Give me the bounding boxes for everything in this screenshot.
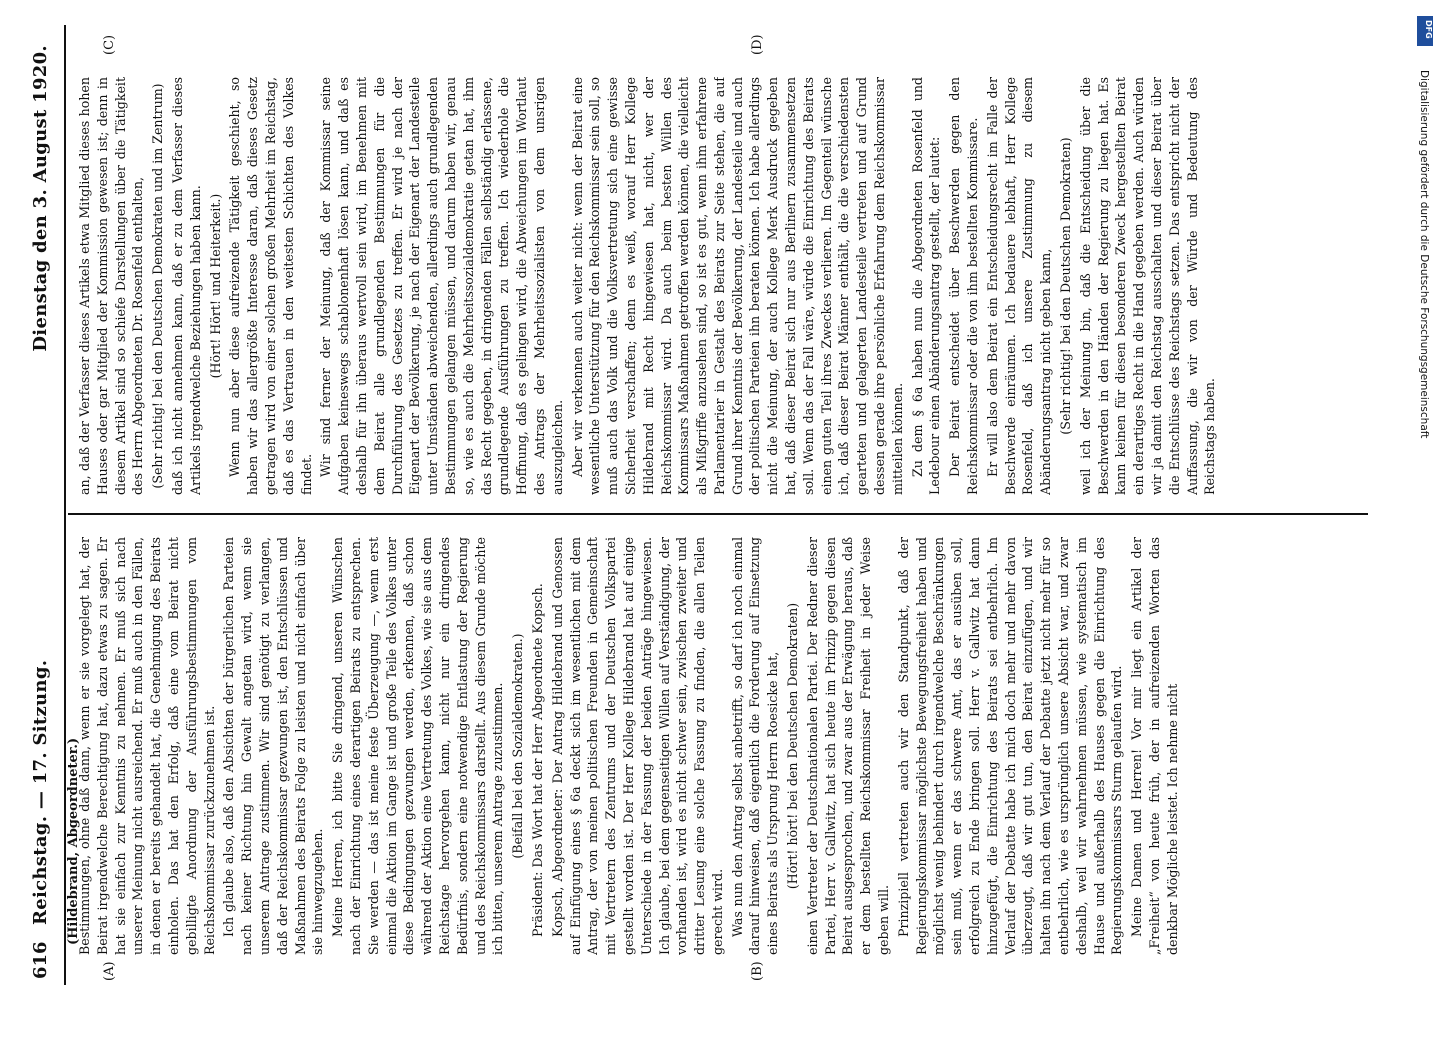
paragraph: Er will also dem Beirat ein Entscheidungsrecht im Falle der Beschwerde einräumen. Ich bedauere lebhaft, Herr Kollege Rosenfeld, daß ich unsere Zustimmung zu diesem Abänderungsantrag nicht geben kann, [984, 77, 1054, 495]
header-right-title: Dienstag den 3. August 1920. [30, 45, 51, 352]
paragraph: Bestimmungen, ohne daß dann, wenn er sie vorgelegt hat, der Beirat irgendwelche Berechtigung hat, dazu etwas zu sagen. Er hat sie einfach zur Kenntnis zu nehmen. Er muß sich nach unserer Meinung nicht ausreichend. Er muß auch in den Fällen, in denen er bereits gehandelt hat, die Genehmigung des Beirats einholen. Das hat den Erfolg, daß eine vom Beirat nicht gebilligte Anordnung der Ausführungsbestimmungen vom Reichskommissar zurückzunehmen ist. [77, 537, 217, 955]
interjection: (Hört! hört! bei den Deutschen Demokraten) [785, 602, 801, 890]
paragraph: an, daß der Verfasser dieses Artikels etwa Mitglied dieses hohen Hauses oder gar Mitglied der Kommission gewesen ist; denn in diesem Artikel sind so schiefe Darstellungen über die Tätigkeit des Herrn Abgeordneten Dr. Rosenfeld enthalten, [77, 77, 146, 495]
margin-marker-c: (C) [102, 34, 117, 55]
paragraph: einen Vertreter der Deutschnationalen Partei. Der Redner dieser Partei, Herr v. Gallwitz, hat sich heute im Prinzip gegen diesen Beirat ausgesprochen, und zwar aus der Erwägung heraus, daß er dem bestellten Reichskommissar Freiheit in jeder Weise geben will. [804, 537, 892, 955]
paragraph: daß ich nicht annehmen kann, daß er zu dem Verfasser dieses Artikels irgendwelche Beziehungen haben kann. [169, 77, 203, 495]
speaker-tag: (Hildebrand, Abgeordneter.) [66, 737, 81, 945]
paragraph: weil ich der Meinung bin, daß die Entscheidung über die Beschwerden in den Händen der Regierung zu liegen hat. Es kann keinen für diesen besonderen Zweck hergestellten Beirat ein derartiges Recht in die Hand gegeben werden. Auch würden wir ja damit den Reichstag ausschalten und dieser Beirat über die Entschlüsse des Reichstags setzen. Das entspricht nicht der Auffassung, die wir von der Würde und Bedeutung des Reichstags haben. [1077, 77, 1218, 495]
left-column [76, 537, 1416, 955]
paragraph: Wir sind ferner der Meinung, daß der Kommissar seine Aufgaben keineswegs schablonenhaft lösen kann, und daß es deshalb für ihn überaus wertvoll sein wird, im Benehmen mit dem Beirat alle grundlegenden Bestimmungen für die Durchführung des Gesetzes zu treffen. Er wird je nach der Eigenart der Bevölkerung, je nach der Eigenart der Landesteile unter Umständen abweichenden, allerdings auch grundlegenden Bestimmungen gelangen müssen, und darum haben wir, genau so, wie es auch die Mehrheitssozialdemokratie getan hat, ihm das Recht gegeben, in dringenden Fällen selbständig erlassene, grundlegende Ausführungen zu treffen. Ich wiederhole die Hoffnung, daß es gelingen wird, die Abweichungen im Wortlaut des Antrags der Mehrheitssozialisten von dem unsrigen auszugleichen. [318, 77, 565, 495]
paragraph: Wenn nun aber diese aufreizende Tätigkeit geschieht, so haben wir das allergrößte Interesse daran, daß dieses Gesetz getragen wird von einer solchen großen Mehrheit im Reichstag, daß es das Vertrauen in den weitesten Schichten des Volkes findet. [227, 77, 314, 495]
dfg-logo: DFG [1417, 16, 1433, 46]
interjection: (Sehr richtig! bei den Deutschen Demokraten) [1058, 137, 1074, 435]
margin-marker-b: (B) [750, 961, 765, 981]
interjection: (Beifall bei den Sozialdemokraten.) [510, 633, 526, 859]
column-divider [68, 513, 1368, 515]
paragraph: Meine Damen und Herren! Vor mir liegt ein Artikel der „Freiheit“ von heute früh, der in aufreizenden Worten das denkbar Mögliche leistet. Ich nehme nicht [1129, 537, 1180, 955]
interjection: (Hört! Hört! und Heiterkeit.) [207, 193, 223, 379]
digitization-credit [1416, 10, 1434, 990]
paragraph: Ich glaube also, daß den Absichten der bürgerlichen Parteien nach keiner Richtung hin Gewalt angetan wird, wenn sie unserem Antrage zustimmen. Wir sind genötigt zu verlangen, daß der Reichskommissar gezwungen ist, den Entschlüssen und Maßnahmen des Beirats Folge zu leisten und nicht einfach über sie hinwegzugehen. [221, 537, 326, 955]
interjection: (Sehr richtig! bei den Deutschen Demokraten und im Zentrum) [150, 83, 166, 489]
paragraph: Prinzipiell vertreten auch wir den Standpunkt, daß der Regierungskommissar möglichste Bewegungsfreiheit haben und möglichst wenig behindert durch irgendwelche Beschränkungen sein muß, wenn er das schwere Amt, das er ausüben soll, erfolgreich zu Ende bringen soll. Herr v. Gallwitz hat dann hinzugefügt, die Einrichtung des Beirats sei entbehrlich. Im Verlauf der Debatte habe ich mich doch mehr und mehr davon überzeugt, daß wir gut tun, den Beirat einzufügen, und wir halten ihn nach dem Verlauf der Debatte jetzt nicht mehr für so entbehrlich, wie es ursprünglich unsere Absicht war, und zwar deshalb, weil wir wahrnehmen müssen, wie systematisch im Hause und außerhalb des Hauses gegen die Einrichtung des Regierungskommissars Sturm gelaufen wird. [895, 537, 1125, 955]
paragraph: Zu dem § 6a haben nun die Abgeordneten Rosenfeld und Ledebour einen Abänderungsantrag gestellt, der lautet: [909, 77, 943, 495]
right-column [76, 77, 1416, 495]
paragraph: Präsident: Das Wort hat der Herr Abgeordnete Kopsch. [529, 583, 545, 937]
paragraph: Meine Herren, ich bitte Sie dringend, unseren Wünschen nach der Einrichtung eines derartigen Beirats zu entsprechen. Sie werden — das ist meine feste Überzeugung —, wenn erst einmal die Aktion im Gange ist und große Teile des Volkes unter diese Bedingungen gezwungen werden, erkennen, daß schon während der Aktion eine Vertretung des Volkes, wie sie aus dem Reichstage hervorgehen kann, nicht nur ein dringendes Bedürfnis, sondern eine notwendige Entlastung der Regierung und des Reichskommissars darstellt. Aus diesem Grunde möchte ich bitten, unserem Antrage zuzustimmen. [330, 537, 506, 955]
rotated-document-page [10, 25, 1430, 985]
margin-marker-a: (A) [102, 961, 117, 981]
digitization-credit-text: Digitalisierung gefördert durch die Deutsche Forschungsgemeinschaft [1418, 70, 1430, 439]
page-header [18, 25, 66, 985]
quoted-motion: Der Beirat entscheidet über Beschwerden gegen den Reichskommissar oder die von ihm bestellten Kommissare. [947, 77, 981, 495]
paragraph: Kopsch, Abgeordneter: Der Antrag Hildebrand und Genossen auf Einfügung eines § 6a deckt sich im wesentlichen mit dem Antrag, der von meinen politischen Freunden in Gemeinschaft mit Vertretern des Zentrums und der Deutschen Volkspartei gestellt worden ist. Der Herr Kollege Hildebrand hat auf einige Unterschiede in der Fassung der beiden Anträge hingewiesen. Ich glaube, bei dem gegenseitigen Willen auf Verständigung, der vorhanden ist, wird es nicht schwer sein, zwischen zweiter und dritter Lesung eine solche Fassung zu finden, die allen Teilen gerecht wird. [549, 537, 725, 955]
paragraph: Was nun den Antrag selbst anbetrifft, so darf ich noch einmal darauf hinweisen, daß eigentlich die Forderung auf Einsetzung eines Beirats als Ursprung Herrn Roesicke hat, [729, 537, 781, 955]
page-number: 616 [30, 941, 51, 979]
header-left-title: Reichstag. — 17. Sitzung. [30, 659, 51, 925]
margin-marker-d: (D) [750, 34, 765, 55]
paragraph: Aber wir verkennen auch weiter nicht: wenn der Beirat eine wesentliche Unterstützung für den Reichskommissar sein soll, so muß auch das Volk und die Volksvertretung sich eine gewisse Sicherheit verschaffen; denn es weiß, worauf Herr Kollege Hildebrand mit Recht hingewiesen hat, nicht, wer der Reichskommissar wird. Da auch beim besten Willen des Kommissars Maßnahmen getroffen werden können, die vielleicht als Mißgriffe anzusehen sind, so ist es gut, wenn ihm erfahrene Parlamentarier in Gestalt des Beirats zur Seite stehen, die auf Grund ihrer Kenntnis der Bevölkerung, der Landesteile und auch der politischen Parteien ihn beraten können. Ich habe allerdings nicht die Meinung, der auch Kollege Merk Ausdruck gegeben hat, daß dieser Beirat sich nur aus Berlinern zusammensetzen soll. Wenn das der Fall wäre, würde die Einrichtung des Beirats einen guten Teil ihres Zweckes verlieren. Im Gegenteil wünsche ich, daß dieser Beirat Männer enthält, die die verschiedensten gearteten und gelagerten Landesteile vertreten und auf Grund dessen gerade ihre persönliche Erfahrung dem Reichskommissar mitteilen können. [569, 77, 905, 495]
